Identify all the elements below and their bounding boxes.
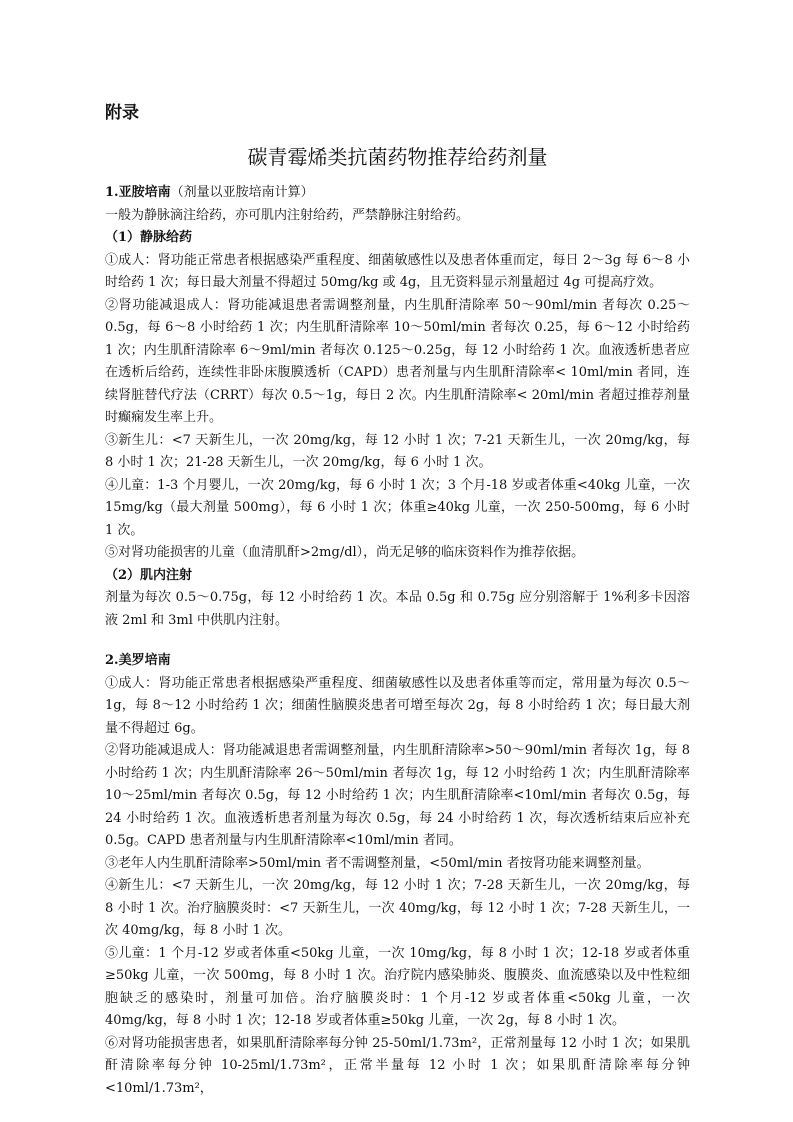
appendix-label: 附录 [105, 103, 139, 123]
section-intro: 一般为静脉滴注给药，亦可肌内注射给药，严禁静脉注射给药。 [105, 207, 470, 223]
section-heading-meropenem [105, 650, 690, 673]
paragraph: ④新生儿：<7 天新生儿，一次 20mg/kg，每 12 小时 1 次；7-28 天新生儿，一次 20mg/kg，每 8 小时 1 次。治疗脑膜炎时：<7 天新生儿，一次 40mg/kg，每 12 小时 1 次；7-28 天新生儿，一次 40mg/kg，每 8 小时 1 次。 [105, 878, 690, 938]
paragraph: ③老年人内生肌酐清除率>50ml/min 者不需调整剂量，<50ml/min 者按肾功能来调整剂量。 [105, 855, 650, 871]
paragraph: ⑤对肾功能损害的儿童（血清肌酐>2mg/dl），尚无足够的临床资料作为推荐依据。 [105, 545, 585, 560]
section-title: 2.美罗培南 [105, 653, 171, 668]
paragraph: 剂量为每次 0.5～0.75g，每 12 小时给药 1 次。本品 0.5g 和 0.75g 应分别溶解于 1%利多卡因溶液 2ml 和 3ml 中供肌内注射。 [105, 590, 690, 628]
paragraph: ②肾功能减退成人：肾功能减退患者需调整剂量，内生肌酐清除率 50～90ml/min 者每次 0.25～0.5g，每 6～8 小时给药 1 次；内生肌酐清除率 10～50ml/min 者每次 0.25，每 6～12 小时给药 1 次；内生肌酐清除率 6～9ml/min 者每次 0.125～0.25g，每 12 小时给药 1 次。血液透析患者应在透析后给药，连续性非卧床腹膜透析（CAPD）患者剂量与内生肌酐清除率< 10ml/min 者同，连续肾脏替代疗法（CRRT）每次 0.5～1g，每日 2 次。内生肌酐清除率< 20ml/min 者超过推荐剂量时癫痫发生率上升。 [105, 297, 690, 425]
paragraph: ⑥对肾功能损害患者，如果肌酐清除率每分钟 25-50ml/1.73m²，正常剂量每 12 小时 1 次；如果肌酐清除率每分钟 10-25ml/1.73m²，正常半量每 12 小时 1 次；如果肌酐清除率每分钟<10ml/1.73m²， [105, 1035, 690, 1096]
paragraph: ①成人：肾功能正常患者根据感染严重程度、细菌敏感性以及患者体重而定，每日 2～3g 每 6～8 小时给药 1 次；每日最大剂量不得超过 50mg/kg 或 4g，且无资料显示剂量超过 4g 可提高疗效。 [105, 252, 690, 290]
paragraph: ⑤儿童：1 个月-12 岁或者体重<50kg 儿童，一次 10mg/kg，每 8 小时 1 次；12-18 岁或者体重≥50kg 儿童，一次 500mg，每 8 小时 1 次。治疗院内感染肺炎、腹膜炎、血流感染以及中性粒细胞缺乏的感染时，剂量可加倍。治疗脑膜炎时：1 个月-12 岁或者体重<50kg 儿童，一次 40mg/kg，每 8 小时 1 次；12-18 岁或者体重≥50kg 儿童，一次 2g，每 8 小时 1 次。 [105, 945, 690, 1028]
section-heading-imipenem [105, 182, 690, 205]
paragraph: ②肾功能减退成人：肾功能减退患者需调整剂量，内生肌酐清除率>50～90ml/min 者每次 1g，每 8 小时给药 1 次；内生肌酐清除率 26～50ml/min 者每次 1g，每 12 小时给药 1 次；内生肌酐清除率 10～25ml/min 者每次 0.5g，每 12 小时给药 1 次；内生肌酐清除率<10ml/min 者每次 0.5g，每 24 小时给药 1 次。血液透析患者剂量为每次 0.5g，每 24 小时给药 1 次，每次透析结束后应补充 0.5g。CAPD 患者剂量与内生肌酐清除率<10ml/min 者同。 [105, 743, 690, 848]
paragraph: ③新生儿：<7 天新生儿，一次 20mg/kg，每 12 小时 1 次；7-21 天新生儿，一次 20mg/kg，每 8 小时 1 次；21-28 天新生儿，一次 20mg/kg，每 6 小时 1 次。 [105, 432, 690, 470]
section-note: （剂量以亚胺培南计算） [170, 185, 314, 200]
section-title: 1.亚胺培南 [105, 185, 171, 200]
paragraph: ①成人：肾功能正常患者根据感染严重程度、细菌敏感性以及患者体重等而定，常用量为每次 0.5～1g，每 8～12 小时给药 1 次；细菌性脑膜炎患者可增至每次 2g，每 8 小时给药 1 次；每日最大剂量不得超过 6g。 [105, 675, 690, 736]
section-spacer [105, 632, 690, 650]
document-page [105, 100, 690, 1100]
subheading-im: （2）肌内注射 [105, 567, 193, 583]
subheading-iv: （1）静脉给药 [105, 230, 193, 245]
document-title: 碳青霉烯类抗菌药物推荐给药剂量 [247, 145, 548, 169]
paragraph: ④儿童：1-3 个月婴儿，一次 20mg/kg，每 6 小时 1 次；3 个月-18 岁或者体重<40kg 儿童，一次 15mg/kg（最大剂量 500mg），每 6 小时 1 次；体重≥40kg 儿童，一次 250-500mg，每 6 小时 1 次。 [105, 477, 690, 538]
